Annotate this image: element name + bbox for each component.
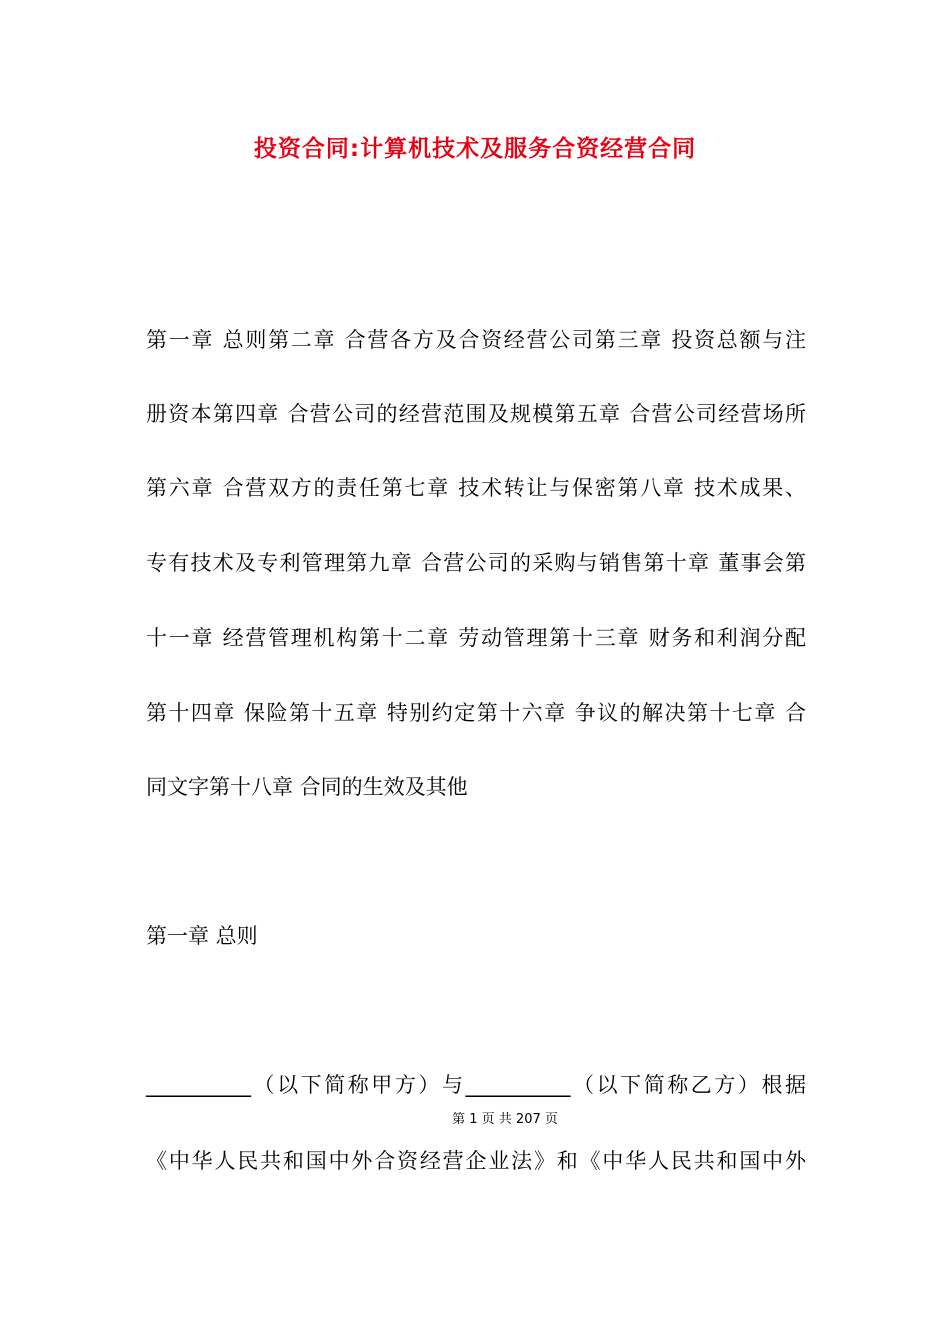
toc-line: 册资本第四章 合营公司的经营范围及规模第五章 合营公司经营场所 [146,402,806,426]
party-b-text: （以下简称乙方）根据 [570,1073,806,1097]
toc-line: 第十四章 保险第十五章 特别约定第十六章 争议的解决第十七章 合 [146,701,806,725]
toc-line: 第一章 总则第二章 合营各方及合资经营公司第三章 投资总额与注 [146,328,806,352]
toc-line: 专有技术及专利管理第九章 合营公司的采购与销售第十章 董事会第 [146,551,806,575]
toc-line: 同文字第十八章 合同的生效及其他 [146,775,468,799]
law-reference-line: 《中华人民共和国中外合资经营企业法》和《中华人民共和国中外 [146,1149,806,1173]
party-a-text: （以下简称甲方）与 [251,1073,466,1097]
toc-line: 十一章 经营管理机构第十二章 劳动管理第十三章 财务和利润分配 [146,626,806,650]
chapter-heading: 第一章 总则 [146,924,258,948]
party-a-blank: __________ [146,1073,251,1097]
page-number-footer: 第 1 页 共 207 页 [452,1112,558,1127]
party-line [146,1067,806,1103]
toc-line: 第六章 合营双方的责任第七章 技术转让与保密第八章 技术成果、 [146,476,806,500]
party-b-blank: __________ [465,1073,571,1097]
document-title: 投资合同:计算机技术及服务合资经营合同 [253,136,697,162]
